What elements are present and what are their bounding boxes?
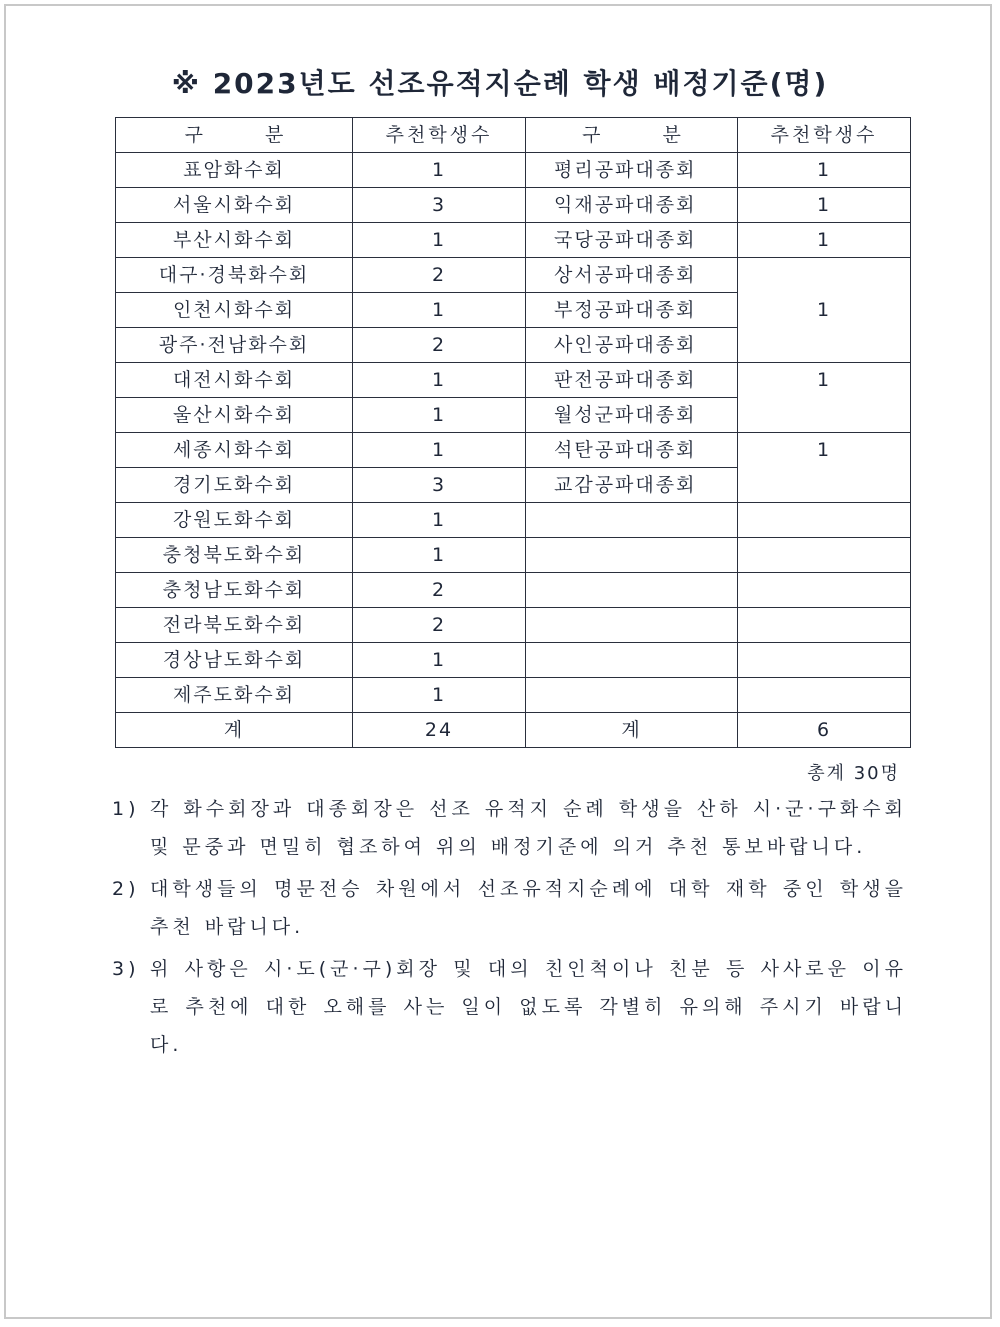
student-count: 1: [738, 433, 911, 503]
student-count: 3: [353, 468, 526, 503]
table-row: [116, 643, 911, 678]
empty-cell: [526, 573, 738, 608]
org-name: 판전공파대종회: [526, 363, 738, 398]
student-count: 1: [353, 153, 526, 188]
total-count-right: 6: [738, 713, 911, 748]
table-row: [116, 678, 911, 713]
table-row: [116, 363, 911, 398]
allocation-table: [115, 117, 911, 748]
student-count: 2: [353, 258, 526, 293]
student-count: 1: [353, 363, 526, 398]
org-name: 석탄공파대종회: [526, 433, 738, 468]
header-category-left: 구 분: [116, 118, 353, 153]
org-name: 경상남도화수회: [116, 643, 353, 678]
student-count: 2: [353, 608, 526, 643]
org-name: 상서공파대종회: [526, 258, 738, 293]
total-count-left: 24: [353, 713, 526, 748]
header-count-left: 추천학생수: [353, 118, 526, 153]
empty-cell: [526, 608, 738, 643]
table-row: [116, 608, 911, 643]
empty-cell: [738, 538, 911, 573]
note-text: 각 화수회장과 대종회장은 선조 유적지 순례 학생을 산하 시·군·구화수회 및 문중과 면밀히 협조하여 위의 배정기준에 의거 추천 통보바랍니다.: [150, 798, 907, 858]
note-text: 대학생들의 명문전승 차원에서 선조유적지순례에 대학 재학 중인 학생을 추천 바랍니다.: [150, 878, 907, 938]
student-count: 1: [738, 258, 911, 363]
student-count: 1: [353, 433, 526, 468]
total-label-right: 계: [526, 713, 738, 748]
org-name: 익재공파대종회: [526, 188, 738, 223]
table-total-row: [116, 713, 911, 748]
student-count: 1: [353, 538, 526, 573]
student-count: 1: [353, 643, 526, 678]
org-name: 세종시화수회: [116, 433, 353, 468]
table-row: [116, 573, 911, 608]
note-item: [112, 950, 907, 1064]
org-name: 월성군파대종회: [526, 398, 738, 433]
org-name: 표암화수회: [116, 153, 353, 188]
header-count-right: 추천학생수: [738, 118, 911, 153]
student-count: 1: [353, 293, 526, 328]
student-count: 1: [738, 188, 911, 223]
table-header-row: [116, 118, 911, 153]
empty-cell: [738, 503, 911, 538]
org-name: 대전시화수회: [116, 363, 353, 398]
org-name: 평리공파대종회: [526, 153, 738, 188]
empty-cell: [526, 538, 738, 573]
org-name: 충청북도화수회: [116, 538, 353, 573]
org-name: 교감공파대종회: [526, 468, 738, 503]
student-count: 2: [353, 573, 526, 608]
table-row: [116, 188, 911, 223]
total-label-left: 계: [116, 713, 353, 748]
table-row: [116, 503, 911, 538]
page-title: ※ 2023년도 선조유적지순례 학생 배정기준(명): [171, 67, 829, 100]
note-number: 2): [112, 878, 140, 900]
table-row: [116, 258, 911, 293]
header-category-right: 구 분: [526, 118, 738, 153]
org-name: 부정공파대종회: [526, 293, 738, 328]
org-name: 광주·전남화수회: [116, 328, 353, 363]
empty-cell: [738, 608, 911, 643]
empty-cell: [738, 678, 911, 713]
org-name: 부산시화수회: [116, 223, 353, 258]
table-row: [116, 433, 911, 468]
org-name: 경기도화수회: [116, 468, 353, 503]
org-name: 제주도화수회: [116, 678, 353, 713]
student-count: 2: [353, 328, 526, 363]
student-count: 1: [738, 363, 911, 433]
notes-list: [112, 790, 907, 1064]
student-count: 1: [353, 678, 526, 713]
note-number: 1): [112, 798, 140, 820]
table-row: [116, 153, 911, 188]
org-name: 사인공파대종회: [526, 328, 738, 363]
note-text: 위 사항은 시·도(군·구)회장 및 대의 친인척이나 친분 등 사사로운 이유로 추천에 대한 오해를 사는 일이 없도록 각별히 유의해 주시기 바랍니다.: [150, 958, 907, 1056]
student-count: 1: [738, 153, 911, 188]
org-name: 강원도화수회: [116, 503, 353, 538]
student-count: 3: [353, 188, 526, 223]
org-name: 울산시화수회: [116, 398, 353, 433]
table-row: [116, 538, 911, 573]
note-number: 3): [112, 958, 140, 980]
note-item: [112, 870, 907, 946]
empty-cell: [526, 678, 738, 713]
empty-cell: [738, 573, 911, 608]
empty-cell: [526, 643, 738, 678]
empty-cell: [738, 643, 911, 678]
student-count: 1: [353, 503, 526, 538]
student-count: 1: [353, 223, 526, 258]
student-count: 1: [738, 223, 911, 258]
org-name: 국당공파대종회: [526, 223, 738, 258]
student-count: 1: [353, 398, 526, 433]
note-item: [112, 790, 907, 866]
empty-cell: [526, 503, 738, 538]
table-row: [116, 223, 911, 258]
org-name: 충청남도화수회: [116, 573, 353, 608]
org-name: 전라북도화수회: [116, 608, 353, 643]
org-name: 인천시화수회: [116, 293, 353, 328]
grand-total: 총계 30명: [807, 763, 900, 784]
org-name: 대구·경북화수회: [116, 258, 353, 293]
org-name: 서울시화수회: [116, 188, 353, 223]
